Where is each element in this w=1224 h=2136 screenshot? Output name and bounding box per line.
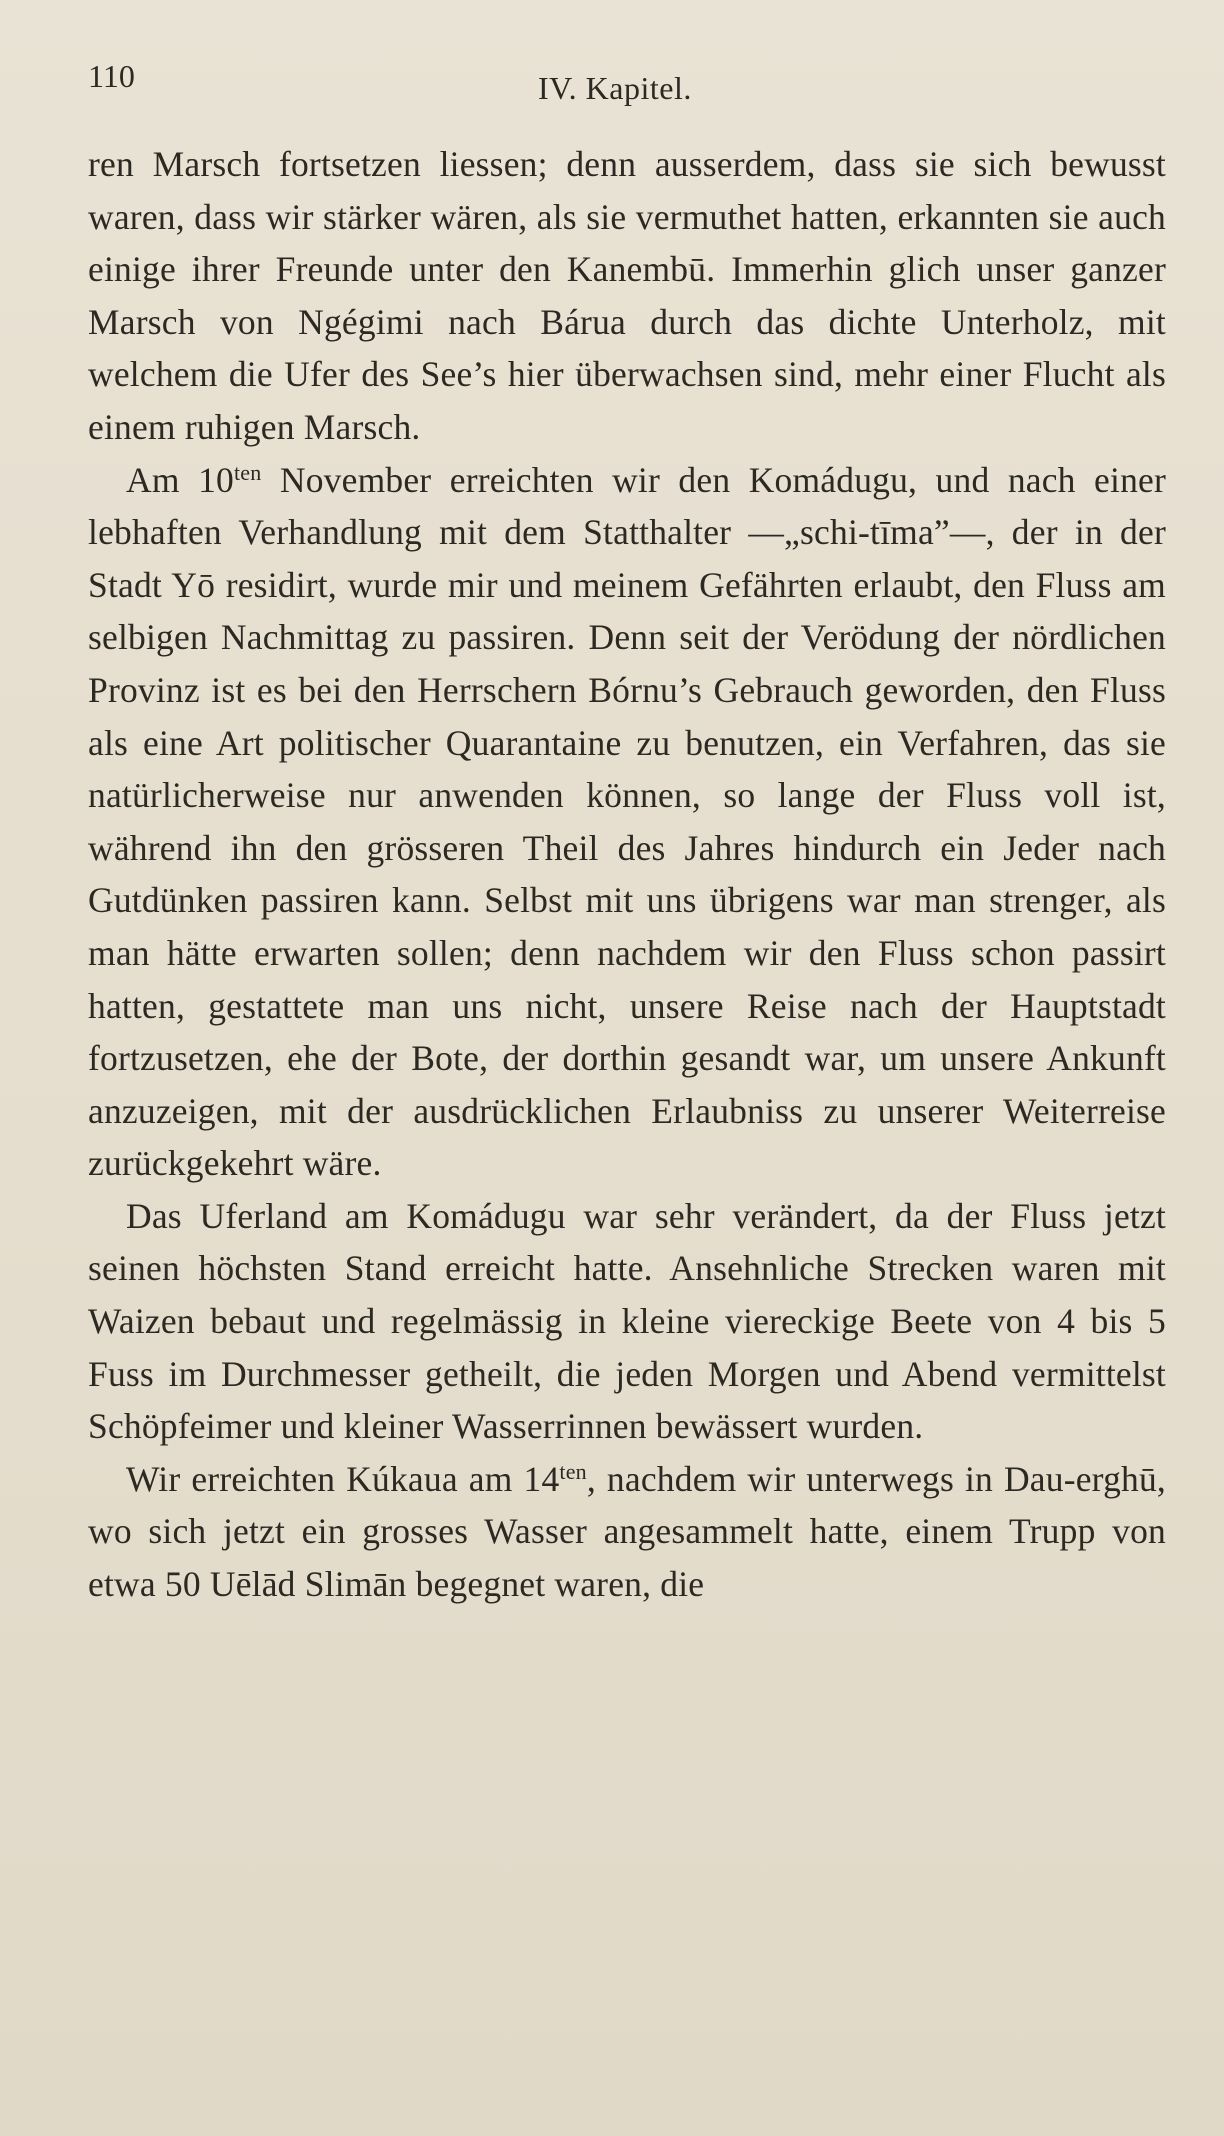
paragraph-4 [88, 1453, 1166, 1611]
running-head: IV. Kapitel. [538, 70, 692, 106]
paragraph-2-superscript: ten [233, 459, 262, 485]
paragraph-2-lead: Am 10 [126, 459, 234, 500]
page-number: 110 [88, 58, 135, 94]
paragraph-1-text: ren Marsch fortsetzen liessen; denn ausserdem, dass sie sich bewusst waren, dass wir stärker wären, als sie vermuthet hatten, erkannten sie auch einige ihrer Freunde unter den Kanembū. Immerhin glich unser ganzer Marsch von Ngégimi nach Bárua durch das dichte Unterholz, mit welchem die Ufer des See’s hier überwachsen sind, mehr einer Flucht als einem ruhigen Marsch. [88, 144, 1166, 447]
paragraph-2 [88, 454, 1166, 1190]
page-header [88, 50, 1166, 110]
body-text [88, 138, 1166, 1611]
paragraph-4-lead: Wir erreichten Kúkaua am 14 [126, 1458, 560, 1499]
paragraph-1 [88, 138, 1166, 454]
paragraph-2-text: November erreichten wir den Komádugu, und nach einer lebhaften Verhandlung mit dem Statthalter —„schi-tīma”—, der in der Stadt Yō residirt, wurde mir und meinem Gefährten erlaubt, den Fluss am selbigen Nachmittag zu passiren. Denn seit der Verödung der nördlichen Provinz ist es bei den Herrschern Bórnu’s Gebrauch geworden, den Fluss als eine Art politischer Quarantaine zu benutzen, ein Verfahren, das sie natürlicherweise nur anwenden können, so lange der Fluss voll ist, während ihn den grösseren Theil des Jahres hindurch ein Jeder nach Gutdünken passiren kann. Selbst mit uns übrigens war man strenger, als man hätte erwarten sollen; denn nachdem wir den Fluss schon passirt hatten, gestattete man uns nicht, unsere Reise nach der Hauptstadt fortzusetzen, ehe der Bote, der dorthin gesandt war, um unsere Ankunft anzuzeigen, mit der ausdrücklichen Erlaubniss zu unserer Weiterreise zurückgekehrt wäre. [88, 459, 1166, 1184]
paragraph-3 [88, 1190, 1166, 1453]
paragraph-4-superscript: ten [559, 1458, 587, 1484]
paragraph-4-text: , nachdem wir unterwegs in Dau-erghū, wo sich jetzt ein grosses Wasser angesammelt hatte, einem Trupp von etwa 50 Uēlād Slimān begegnet waren, die [88, 1458, 1166, 1605]
paragraph-3-text: Das Uferland am Komádugu war sehr verändert, da der Fluss jetzt seinen höchsten Stand erreicht hatte. Ansehnliche Strecken waren mit Waizen bebaut und regelmässig in kleine viereckige Beete von 4 bis 5 Fuss im Durchmesser getheilt, die jeden Morgen und Abend vermittelst Schöpfeimer und kleiner Wasserrinnen bewässert wurden. [88, 1195, 1166, 1447]
